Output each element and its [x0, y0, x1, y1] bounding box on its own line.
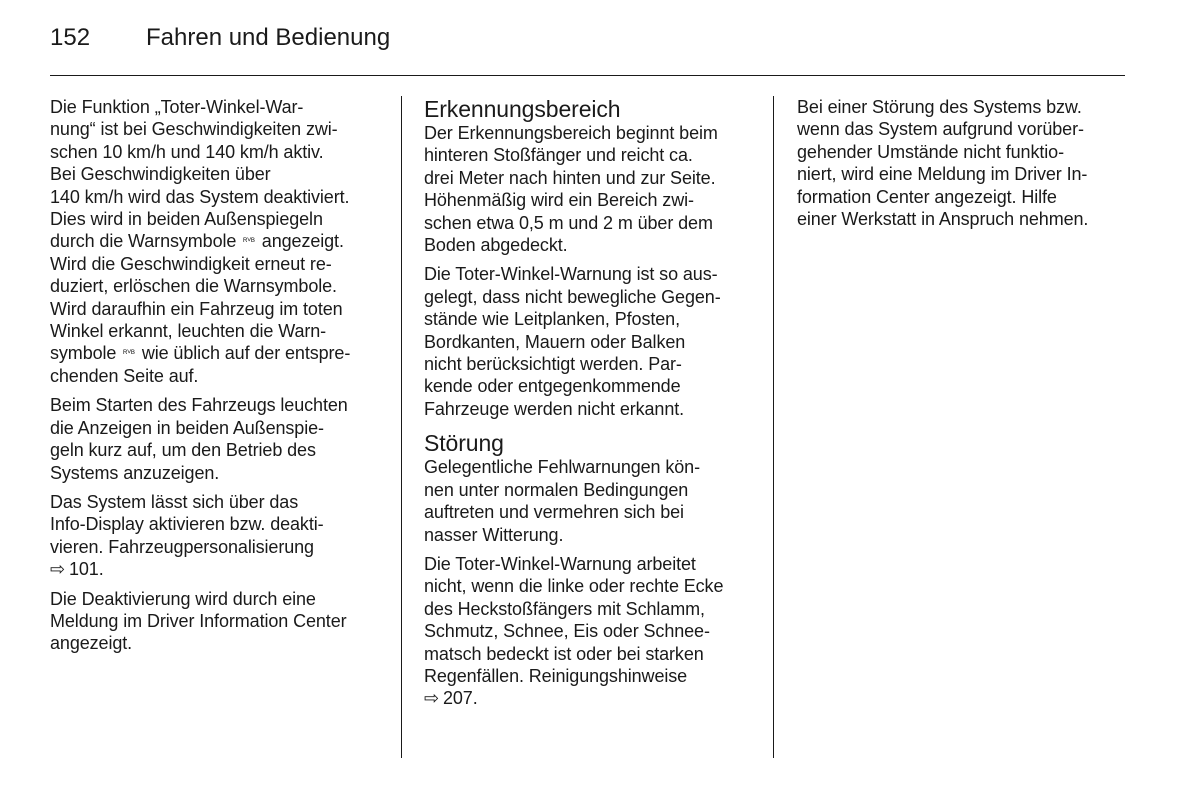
side-blind-zone-warning-icon: ᴿⱽᴮ [123, 348, 135, 359]
page-number: 152 [50, 24, 91, 51]
paragraph-speed-range: Die Funktion „Toter-Winkel-War- nung“ ist bei Geschwindigkeiten zwi- schen 10 km/h und 140 km/h aktiv. Bei Geschwindigkeiten über 140 km/h wird das System deaktiviert. Dies wird in beiden Außenspiegeln durch die Warnsymbole ᴿⱽᴮ angezeigt. Wird die Geschwindigkeit erneut re- duziert, erlöschen die Warnsymbole. Wird daraufhin ein Fahrzeug im toten Winkel erkannt, leuchten die Warn- symbole ᴿⱽᴮ wie üblich auf der entspre- chenden Seite auf. [50, 97, 351, 386]
paragraph-startup: Beim Starten des Fahrzeugs leuchten die Anzeigen in beiden Außenspie- geln kurz auf, um den Betrieb des Systems anzuzeigen. [50, 395, 348, 483]
page-reference-arrow-icon: ⇨ [424, 688, 439, 709]
column-3 [797, 96, 1133, 237]
column-divider-2 [773, 96, 774, 758]
column-2 [424, 96, 760, 717]
side-blind-zone-warning-icon: ᴿⱽᴮ [243, 236, 255, 247]
paragraph-ignored-objects: Die Toter-Winkel-Warnung ist so aus- gelegt, dass nicht bewegliche Gegen- stände wie Leitplanken, Pfosten, Bordkanten, Mauern oder Balken nicht berücksichtigt werden. Par- kende oder entgegenkommende Fahrzeuge werden nicht erkannt. [424, 264, 721, 419]
header-rule [50, 75, 1125, 76]
page-header [50, 24, 390, 60]
page-reference-arrow-icon: ⇨ [50, 559, 65, 580]
paragraph-system-fault: Bei einer Störung des Systems bzw. wenn das System aufgrund vorüber- gehender Umstände nicht funktio- niert, wird eine Meldung im Driver In- formation Center angezeigt. Hilfe einer Werkstatt in Anspruch nehmen. [797, 97, 1089, 230]
section-heading-malfunction: Störung [424, 430, 504, 457]
paragraph-activation: Das System lässt sich über das Info-Display aktivieren bzw. deakti- vieren. Fahrzeugpersonalisierung ⇨ 101. [50, 491, 324, 580]
page-title: Fahren und Bedienung [146, 24, 391, 51]
column-divider-1 [401, 96, 402, 758]
section-heading-detection-zone: Erkennungsbereich [424, 96, 621, 122]
paragraph-false-warnings: Gelegentliche Fehlwarnungen kön- nen unter normalen Bedingungen auftreten und vermehren sich bei nasser Witterung. [424, 457, 700, 545]
paragraph-obstructed-sensor: Die Toter-Winkel-Warnung arbeitet nicht, wenn die linke oder rechte Ecke des Heckstoßfängers mit Schlamm, Schmutz, Schnee, Eis oder Schnee- matsch bedeckt ist oder bei starken Regenfällen. Reinigungshinweise ⇨ 207. [424, 553, 724, 709]
paragraph-deactivation: Die Deaktivierung wird durch eine Meldung im Driver Information Center angezeigt. [50, 588, 347, 654]
column-1 [50, 96, 390, 662]
page-reference-link[interactable]: 207. [442, 688, 478, 709]
page-reference-link[interactable]: 101. [68, 559, 104, 580]
paragraph-detection-zone: Der Erkennungsbereich beginnt beim hinteren Stoßfänger und reicht ca. drei Meter nach hinten und zur Seite. Höhenmäßig wird ein Bereich zwi- schen etwa 0,5 m und 2 m über dem Boden abgedeckt. [424, 123, 718, 256]
